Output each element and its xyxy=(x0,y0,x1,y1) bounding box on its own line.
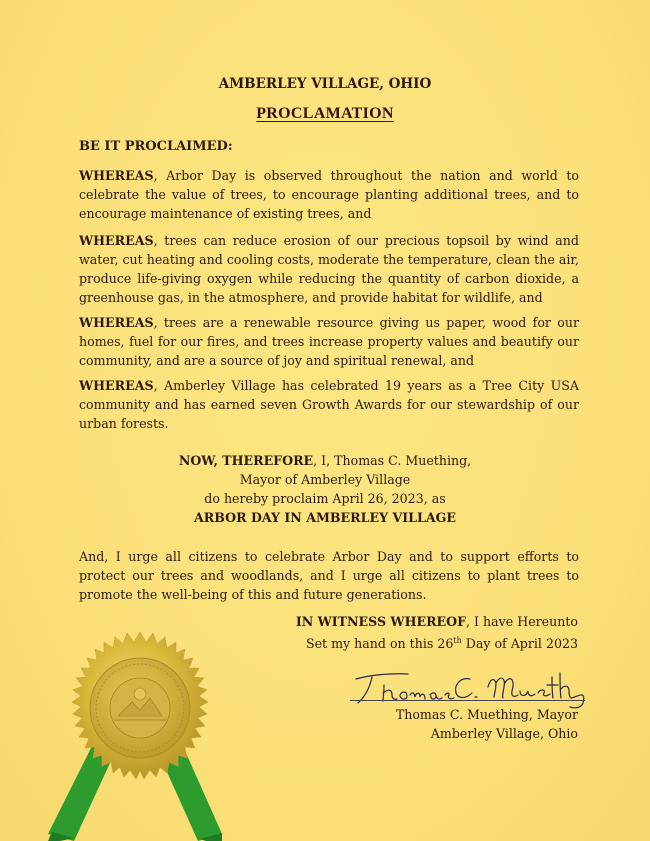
be-it-proclaimed: BE IT PROCLAIMED: xyxy=(79,139,233,154)
witness-date-sup: th xyxy=(453,636,462,645)
witness-keyword: IN WITNESS WHEREOF xyxy=(295,614,467,629)
whereas-keyword: WHEREAS xyxy=(79,315,154,330)
whereas-keyword: WHEREAS xyxy=(79,378,154,393)
proclamation-block xyxy=(0,451,650,527)
whereas-keyword: WHEREAS xyxy=(79,168,154,183)
now-therefore-keyword: NOW, THEREFORE xyxy=(178,453,314,468)
signature-line xyxy=(350,700,585,701)
whereas-paragraph-2 xyxy=(79,231,579,307)
mayor-title: Mayor of Amberley Village xyxy=(239,472,411,487)
whereas-text: , Amberley Village has celebrated 19 years as a Tree City USA community and has earned seven Growth Awards for our stewardship of our urban forests. xyxy=(79,378,579,431)
whereas-paragraph-3 xyxy=(79,313,579,370)
whereas-text: , trees can reduce erosion of our precious topsoil by wind and water, cut heating and cooling costs, moderate the temperature, clean the air, produce life-giving oxygen while reducing the quantity of carbon dioxide, a greenhouse gas, in the atmosphere, and provide habitat for wildlife, and xyxy=(79,233,579,305)
witness-line-1: , I have Hereunto xyxy=(466,614,578,629)
whereas-text: , Arbor Day is observed throughout the nation and world to celebrate the value of trees, to encourage planting additional trees, and to encourage maintenance of existing trees, and xyxy=(79,168,579,221)
proclaim-date: do hereby proclaim April 26, 2023, as xyxy=(204,491,446,506)
municipality-heading: AMBERLEY VILLAGE, OHIO xyxy=(218,76,432,92)
urge-paragraph: And, I urge all citizens to celebrate Arbor Day and to support efforts to protect our trees and woodlands, and I urge all citizens to plant trees to promote the well-being of this and future generations. xyxy=(79,549,579,602)
whereas-paragraph-4 xyxy=(79,376,579,433)
arbor-day-declaration: ARBOR DAY IN AMBERLEY VILLAGE xyxy=(194,510,456,525)
signatory-place: Amberley Village, Ohio xyxy=(430,726,578,741)
signatory-name: Thomas C. Muething, Mayor xyxy=(395,707,578,722)
whereas-text: , trees are a renewable resource giving us paper, wood for our homes, fuel for our fires, and trees increase property values and beautify our community, and are a source of joy and spiritual renewal, and xyxy=(79,315,579,368)
witness-date-post: Day of April 2023 xyxy=(461,636,578,652)
mayor-intro: , I, Thomas C. Muething, xyxy=(313,453,472,468)
whereas-paragraph-1 xyxy=(79,166,579,223)
gold-seal-with-ribbons xyxy=(40,628,240,841)
page-title: PROCLAMATION xyxy=(256,105,394,122)
witness-date-pre: Set my hand on this 26 xyxy=(305,636,454,652)
witness-block xyxy=(296,612,578,653)
mayor-signature xyxy=(350,665,590,710)
whereas-keyword: WHEREAS xyxy=(79,233,154,248)
signatory-block xyxy=(396,705,578,743)
